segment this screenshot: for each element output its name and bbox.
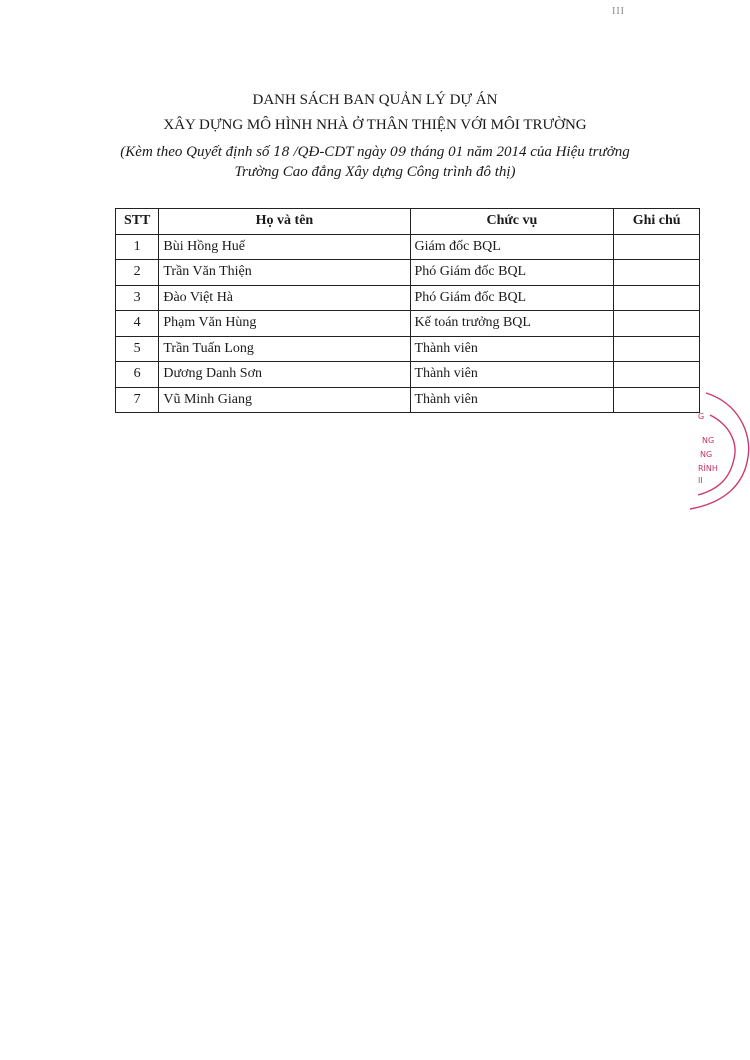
row-name: Bùi Hồng Huế xyxy=(159,234,410,260)
row-role: Giám đốc BQL xyxy=(410,234,614,260)
decision-number: 18 xyxy=(273,145,290,160)
row-stt: 4 xyxy=(116,311,159,337)
row-stt: 5 xyxy=(116,336,159,362)
header-name: Họ và tên xyxy=(159,209,410,235)
row-role: Thành viên xyxy=(410,336,614,362)
members-table xyxy=(115,208,700,413)
decision-reference-part-c: tháng 01 năm 2014 của Hiệu trưởng xyxy=(406,144,630,160)
row-stt: 6 xyxy=(116,362,159,388)
row-stt: 3 xyxy=(116,285,159,311)
decision-issuer: Trường Cao đẳng Xây dựng Công trình đô thị) xyxy=(234,164,516,180)
document-subtitle: XÂY DỰNG MÔ HÌNH NHÀ Ở THÂN THIỆN VỚI MÔI TRƯỜNG xyxy=(163,117,587,133)
row-name: Đào Việt Hà xyxy=(159,285,410,311)
document-title: DANH SÁCH BAN QUẢN LÝ DỰ ÁN xyxy=(252,92,498,108)
row-note xyxy=(614,311,700,337)
header-note: Ghi chú xyxy=(614,209,700,235)
decision-day: 09 xyxy=(389,145,407,160)
table-row xyxy=(116,387,700,413)
row-note xyxy=(614,285,700,311)
table-header-row xyxy=(116,209,700,235)
decision-reference-part-b: /QĐ-CDT ngày xyxy=(289,144,390,160)
row-role: Kế toán trưởng BQL xyxy=(410,311,614,337)
header-role: Chức vụ xyxy=(410,209,614,235)
decision-reference-part-a: (Kèm theo Quyết định số xyxy=(120,144,274,160)
row-name: Trần Văn Thiện xyxy=(159,260,410,286)
table-row xyxy=(116,362,700,388)
seal-text: RÌNH xyxy=(698,464,718,473)
row-note xyxy=(614,260,700,286)
seal-text: NG xyxy=(700,450,713,459)
header-stt: STT xyxy=(116,209,159,235)
row-note xyxy=(614,362,700,388)
row-stt: 1 xyxy=(116,234,159,260)
seal-text: II xyxy=(698,476,703,485)
row-role: Phó Giám đốc BQL xyxy=(410,285,614,311)
page-mark: III xyxy=(612,6,625,17)
row-name: Trần Tuấn Long xyxy=(159,336,410,362)
row-name: Vũ Minh Giang xyxy=(159,387,410,413)
row-stt: 2 xyxy=(116,260,159,286)
table-row xyxy=(116,234,700,260)
decision-reference xyxy=(0,144,750,161)
row-note xyxy=(614,234,700,260)
row-role: Phó Giám đốc BQL xyxy=(410,260,614,286)
seal-text: G xyxy=(698,412,705,421)
row-note xyxy=(614,336,700,362)
official-seal-icon xyxy=(676,385,750,515)
row-name: Dương Danh Sơn xyxy=(159,362,410,388)
row-role: Thành viên xyxy=(410,387,614,413)
row-stt: 7 xyxy=(116,387,159,413)
table-row xyxy=(116,285,700,311)
table-row xyxy=(116,311,700,337)
row-role: Thành viên xyxy=(410,362,614,388)
table-row xyxy=(116,260,700,286)
table-row xyxy=(116,336,700,362)
seal-text: NG xyxy=(702,436,715,445)
row-name: Phạm Văn Hùng xyxy=(159,311,410,337)
